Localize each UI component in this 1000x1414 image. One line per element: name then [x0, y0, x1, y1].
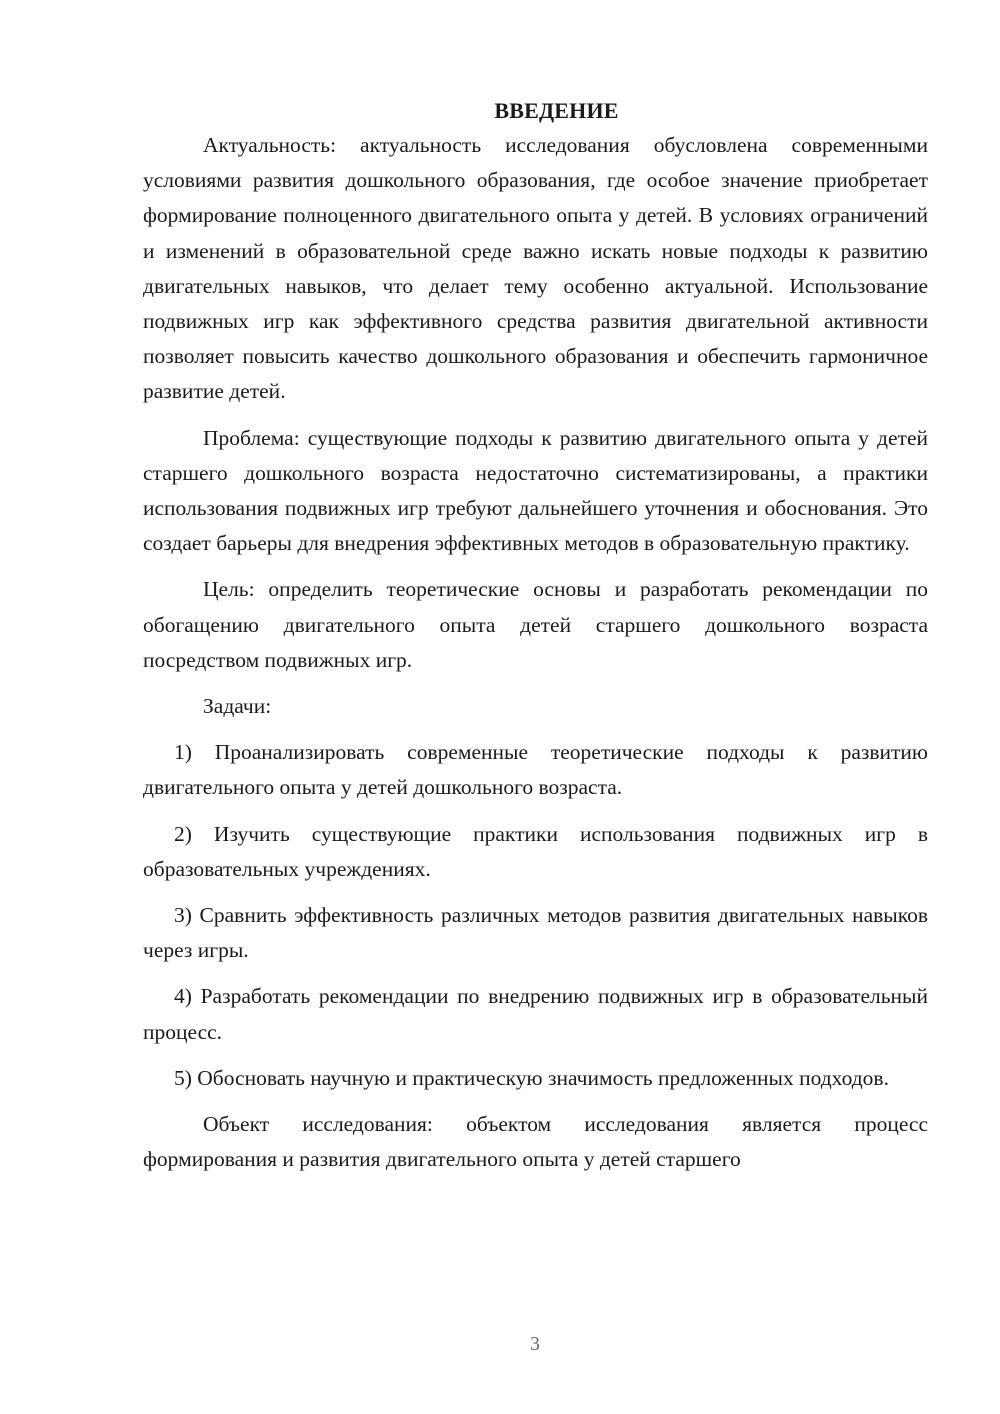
paragraph-object: Объект исследования: объектом исследования является процесс формирования и развития двигательного опыта у детей старшего [143, 1112, 928, 1172]
page-content [143, 93, 928, 1177]
paragraph-relevance: Актуальность: актуальность исследования обусловлена современными условиями развития дошкольного образования, где особое значение приобретает формирование полноценного двигательного опыта у детей. В условиях ограничений и изменений в образовательной среде важно искать новые подходы к развитию двигательных навыков, что делает тему особенно актуальной. Использование подвижных игр как эффективного средства развития двигательной активности позволяет повысить качество дошкольного образования и обеспечить гармоничное развитие детей. [143, 133, 928, 404]
tasks-label: Задачи: [203, 694, 272, 719]
task-item: 5) Обосновать научную и практическую значимость предложенных подходов. [174, 1065, 889, 1090]
task-item: 2) Изучить существующие практики использования подвижных игр в образовательных учреждениях. [143, 821, 928, 881]
paragraph-goal: Цель: определить теоретические основы и разработать рекомендации по обогащению двигательного опыта детей старшего дошкольного возраста посредством подвижных игр. [143, 577, 928, 672]
task-item: 4) Разработать рекомендации по внедрению подвижных игр в образовательный процесс. [143, 984, 928, 1044]
task-item: 3) Сравнить эффективность различных методов развития двигательных навыков через игры. [143, 903, 928, 963]
paragraph-problem: Проблема: существующие подходы к развитию двигательного опыта у детей старшего дошкольного возраста недостаточно систематизированы, а практики использования подвижных игр требуют дальнейшего уточнения и обоснования. Это создает барьеры для внедрения эффективных методов в образовательную практику. [143, 425, 928, 556]
section-heading: ВВЕДЕНИЕ [494, 98, 619, 123]
page-number: 3 [530, 1333, 540, 1355]
task-item: 1) Проанализировать современные теоретические подходы к развитию двигательного опыта у детей дошкольного возраста. [143, 740, 928, 800]
